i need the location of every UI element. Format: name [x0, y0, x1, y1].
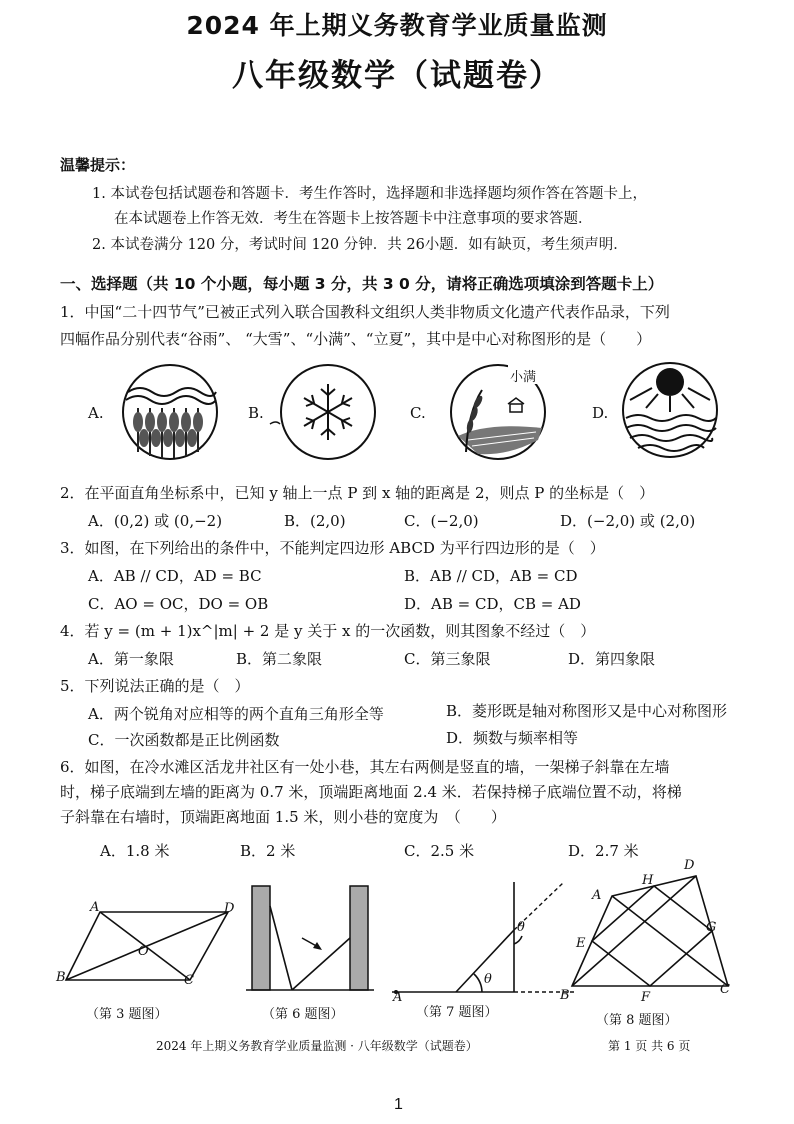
fig8-caption: （第 8 题图） — [596, 1013, 678, 1028]
snowflake-icon — [278, 362, 378, 462]
question-2-stem: 2．在平面直角坐标系中，已知 y 轴上一点 P 到 x 轴的距离是 2，则点 P 的坐标是（ ） — [60, 484, 655, 502]
notice-heading: 温馨提示： — [60, 156, 136, 174]
q6-option-b: B．2 米 — [240, 842, 296, 860]
page-number: 1 — [394, 1096, 403, 1113]
q1-label-a: A. — [88, 404, 104, 422]
footer-page-info: 第 1 页 共 6 页 — [608, 1039, 691, 1053]
fig3-label-a: A — [90, 900, 100, 915]
q6-option-d: D．2.7 米 — [568, 842, 639, 860]
figure-6-alley — [246, 882, 376, 994]
fig3-label-c: C — [184, 973, 194, 988]
sun-waves-icon — [620, 360, 720, 460]
footer-exam-name: 2024 年上期义务教育学业质量监测 · 八年级数学（试题卷） — [156, 1039, 478, 1053]
fig3-caption: （第 3 题图） — [86, 1007, 168, 1022]
notice-item-2: 2. 本试卷满分 120 分，考试时间 120 分钟．共 26小题．如有缺页，考生须声明． — [92, 237, 628, 253]
notice-item-1: 1. 本试卷包括试题卷和答题卡．考生作答时，选择题和非选择题均须作答在答题卡上， — [92, 186, 647, 202]
fig8-label-a: A — [592, 888, 602, 903]
exam-subtitle: 八年级数学（试题卷） — [232, 58, 562, 94]
q5-option-b: B．菱形既是轴对称图形又是中心对称图形 — [446, 702, 728, 720]
q3-option-c: C．AO = OC，DO = OB — [88, 595, 269, 613]
q2-option-b: B．(2,0) — [284, 512, 346, 530]
fig7-label-theta-bottom: θ — [484, 972, 492, 987]
question-6-line2: 时，梯子底端到左墙的距离为 0.7 米，顶端距离地面 2.4 米．若保持梯子底端位置不动，将梯 — [60, 783, 682, 801]
q1-label-d: D. — [592, 404, 609, 422]
q1-label-b: B. — [248, 404, 264, 422]
question-1-line1: 1．中国“二十四节气”已被正式列入联合国教科文组织人类非物质文化遗产代表作品录，下列 — [60, 303, 670, 321]
fig8-label-f: F — [641, 990, 651, 1005]
question-5-stem: 5．下列说法正确的是（ ） — [60, 677, 250, 695]
notice-item-1-cont: 在本试题卷上作答无效．考生在答题卡上按答题卡中注意事项的要求答题． — [114, 211, 593, 227]
xiaoman-text: 小满 — [510, 370, 537, 385]
fig8-label-c: C — [720, 982, 730, 997]
fig7-label-theta-top: θ — [517, 920, 525, 935]
q5-option-a: A．两个锐角对应相等的两个直角三角形全等 — [88, 705, 384, 723]
fig8-label-b: B — [560, 988, 570, 1003]
q1-label-c: C. — [410, 404, 426, 422]
q3-option-b: B．AB // CD，AB = CD — [404, 567, 578, 585]
q5-option-c: C．一次函数都是正比例函数 — [88, 731, 280, 749]
q5-option-d: D．频数与频率相等 — [446, 729, 579, 747]
guyu-icon — [120, 362, 220, 462]
q4-option-c: C．第三象限 — [404, 650, 491, 668]
q6-option-c: C．2.5 米 — [404, 842, 475, 860]
fig8-label-e: E — [576, 936, 586, 951]
q2-option-c: C．(−2,0) — [404, 512, 479, 530]
fig7-caption: （第 7 题图） — [416, 1005, 498, 1020]
q2-option-d: D．(−2,0) 或 (2,0) — [560, 512, 696, 530]
fig3-label-d: D — [224, 901, 235, 916]
fig8-label-g: G — [706, 920, 717, 935]
section-heading: 一、选择题（共 10 个小题，每小题 3 分，共 3 0 分，请将正确选项填涂到答题卡上） — [60, 275, 664, 293]
question-3-stem: 3．如图，在下列给出的条件中，不能判定四边形 ABCD 为平行四边形的是（ ） — [60, 539, 605, 557]
question-6-line1: 6．如图，在冷水滩区活龙井社区有一处小巷，其左右两侧是竖直的墙，一架梯子斜靠在左墙 — [60, 758, 670, 776]
fig7-label-a: A — [393, 990, 403, 1005]
fig6-caption: （第 6 题图） — [262, 1007, 344, 1022]
fig8-label-d: D — [684, 858, 695, 873]
fig8-label-h: H — [642, 873, 654, 888]
fig3-label-b: B — [56, 970, 66, 985]
exam-title: 2024 年上期义务教育学业质量监测 — [186, 11, 608, 40]
question-4-stem: 4．若 y = (m + 1)x^|m| + 2 是 y 关于 x 的一次函数，则其图象不经过（ ） — [60, 622, 596, 640]
q3-option-a: A．AB // CD，AD = BC — [88, 567, 262, 585]
q4-option-a: A．第一象限 — [88, 650, 174, 668]
question-6-line3: 子斜靠在右墙时，顶端距离地面 1.5 米，则小巷的宽度为 （ ） — [60, 808, 506, 826]
q3-option-d: D．AB = CD，CB = AD — [404, 595, 581, 613]
q4-option-b: B．第二象限 — [236, 650, 323, 668]
q4-option-d: D．第四象限 — [568, 650, 656, 668]
q2-option-a: A．(0,2) 或 (0,−2) — [88, 512, 223, 530]
figure-3-parallelogram — [56, 898, 246, 988]
question-1-line2: 四幅作品分别代表“谷雨”、 “大雪”、“小满”、“立夏”，其中是中心对称图形的是（ ） — [60, 330, 652, 348]
q6-option-a: A．1.8 米 — [100, 842, 170, 860]
fig3-label-o: O — [138, 944, 149, 959]
